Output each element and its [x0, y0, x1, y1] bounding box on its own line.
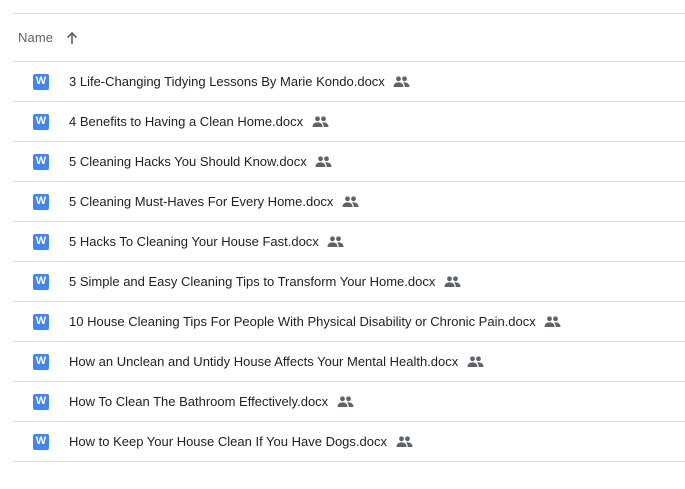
file-row[interactable] — [12, 382, 685, 422]
file-row[interactable] — [12, 302, 685, 342]
shared-people-icon — [393, 75, 411, 89]
word-doc-icon: W — [33, 74, 49, 90]
file-name: 4 Benefits to Having a Clean Home.docx — [69, 114, 304, 129]
file-name: 5 Hacks To Cleaning Your House Fast.docx — [69, 234, 319, 249]
word-doc-icon: W — [33, 274, 49, 290]
word-doc-icon: W — [33, 194, 49, 210]
file-row[interactable] — [12, 222, 685, 262]
file-row[interactable] — [12, 422, 685, 462]
word-doc-icon: W — [33, 234, 49, 250]
word-doc-icon: W — [33, 154, 49, 170]
word-doc-icon: W — [33, 314, 49, 330]
shared-people-icon — [315, 155, 333, 169]
shared-people-icon — [311, 115, 329, 129]
shared-people-icon — [341, 195, 359, 209]
file-row[interactable] — [12, 182, 685, 222]
file-name: How to Keep Your House Clean If You Have Dogs.docx — [69, 434, 387, 449]
shared-people-icon — [544, 315, 562, 329]
shared-people-icon — [443, 275, 461, 289]
file-name: 5 Simple and Easy Cleaning Tips to Transform Your Home.docx — [69, 274, 436, 289]
word-doc-icon: W — [33, 394, 49, 410]
file-name: 5 Cleaning Hacks You Should Know.docx — [69, 154, 307, 169]
file-name: 5 Cleaning Must-Haves For Every Home.docx — [69, 194, 334, 209]
word-doc-icon: W — [33, 434, 49, 450]
file-row[interactable] — [12, 102, 685, 142]
file-name: How an Unclean and Untidy House Affects Your Mental Health.docx — [69, 354, 459, 369]
file-row[interactable] — [12, 262, 685, 302]
file-name: How To Clean The Bathroom Effectively.docx — [69, 394, 329, 409]
name-column-header[interactable]: Name — [18, 30, 54, 45]
file-list — [12, 62, 685, 462]
file-name: 3 Life-Changing Tidying Lessons By Marie Kondo.docx — [69, 74, 385, 89]
shared-people-icon — [336, 395, 354, 409]
file-name: 10 House Cleaning Tips For People With Physical Disability or Chronic Pain.docx — [69, 314, 536, 329]
list-header — [12, 14, 685, 62]
shared-people-icon — [327, 235, 345, 249]
file-row[interactable] — [12, 62, 685, 102]
word-doc-icon: W — [33, 354, 49, 370]
shared-people-icon — [466, 355, 484, 369]
arrow-up-icon[interactable] — [61, 27, 83, 49]
shared-people-icon — [395, 435, 413, 449]
file-row[interactable] — [12, 142, 685, 182]
file-row[interactable] — [12, 342, 685, 382]
word-doc-icon: W — [33, 114, 49, 130]
